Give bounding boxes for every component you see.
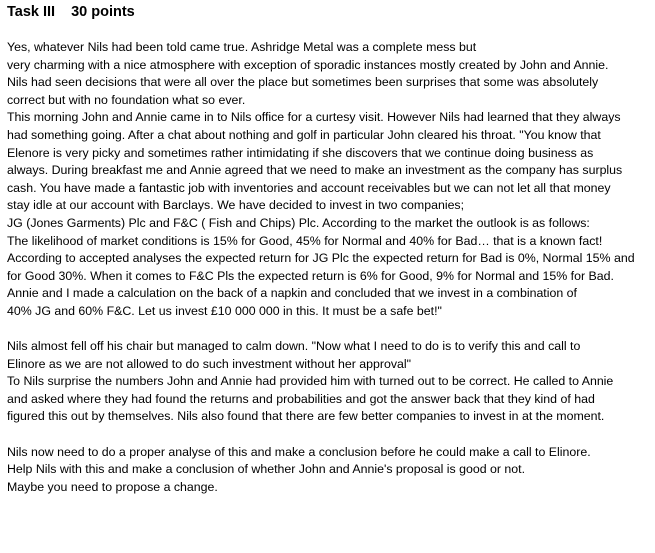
text-line: cash. You have made a fantastic job with inventories and account receivables but we can not let all that money (7, 180, 611, 195)
paragraph-spacer (7, 426, 655, 444)
text-line: Annie and I made a calculation on the back of a napkin and concluded that we invest in a combination of (7, 286, 577, 301)
text-line: figured this out by themselves. Nils also found that there are few better companies to invest in at the moment. (7, 409, 605, 424)
paragraph-1 (7, 39, 655, 321)
text-line: JG (Jones Garments) Plc and F&C ( Fish and Chips) Plc. According to the market the outlook is as follows: (7, 215, 590, 230)
text-line: very charming with a nice atmosphere with exception of sporadic instances mostly created by John and Annie. (7, 57, 609, 72)
text-line: Maybe you need to propose a change. (7, 479, 218, 494)
text-line: always. During breakfast me and Annie agreed that we need to make an investment as the company has surplus (7, 163, 623, 178)
text-line: Nils had seen decisions that were all over the place but sometimes been surprises that some was absolutely (7, 75, 599, 90)
task-body (7, 39, 655, 496)
text-line: 40% JG and 60% F&C. Let us invest £10 000 000 in this. It must be a safe bet!" (7, 303, 442, 318)
task-heading (7, 0, 655, 23)
text-line: stay idle at our account with Barclays. We have decided to invest in two companies; (7, 198, 465, 213)
paragraph-3 (7, 444, 655, 497)
paragraph-2 (7, 338, 655, 426)
points-label: 30 points (71, 4, 135, 20)
text-line: Nils now need to do a proper analyse of this and make a conclusion before he could make a call to Elinore. (7, 444, 591, 459)
text-line: According to accepted analyses the expected return for JG Plc the expected return for Bad is 0%, Normal 15% and (7, 251, 635, 266)
text-line: for Good 30%. When it comes to F&C Pls the expected return is 6% for Good, 9% for Normal and 15% for Bad. (7, 268, 614, 283)
text-line: This morning John and Annie came in to Nils office for a curtesy visit. However Nils had learned that they always (7, 110, 621, 125)
text-line: had something going. After a chat about nothing and golf in particular John cleared his throat. "You know that (7, 127, 601, 142)
text-line: and asked where they had found the returns and probabilities and got the answer back that they kind of had (7, 391, 595, 406)
text-line: Yes, whatever Nils had been told came true. Ashridge Metal was a complete mess but (7, 40, 477, 54)
text-line: Elenore is very picky and sometimes rather intimidating if she discovers that we continue doing business as (7, 145, 594, 160)
text-line: The likelihood of market conditions is 15% for Good, 45% for Normal and 40% for Bad… that is a known fact! (7, 233, 603, 248)
text-line: Nils almost fell off his chair but managed to calm down. "Now what I need to do is to verify this and call to (7, 339, 581, 354)
text-line: correct but with no foundation what so ever. (7, 92, 246, 107)
text-line: Help Nils with this and make a conclusion of whether John and Annie's proposal is good or not. (7, 462, 526, 477)
text-line: To Nils surprise the numbers John and Annie had provided him with turned out to be correct. He called to Annie (7, 374, 614, 389)
text-line: Elinore as we are not allowed to do such investment without her approval" (7, 356, 412, 371)
paragraph-spacer (7, 321, 655, 339)
task-label: Task III (7, 4, 56, 20)
